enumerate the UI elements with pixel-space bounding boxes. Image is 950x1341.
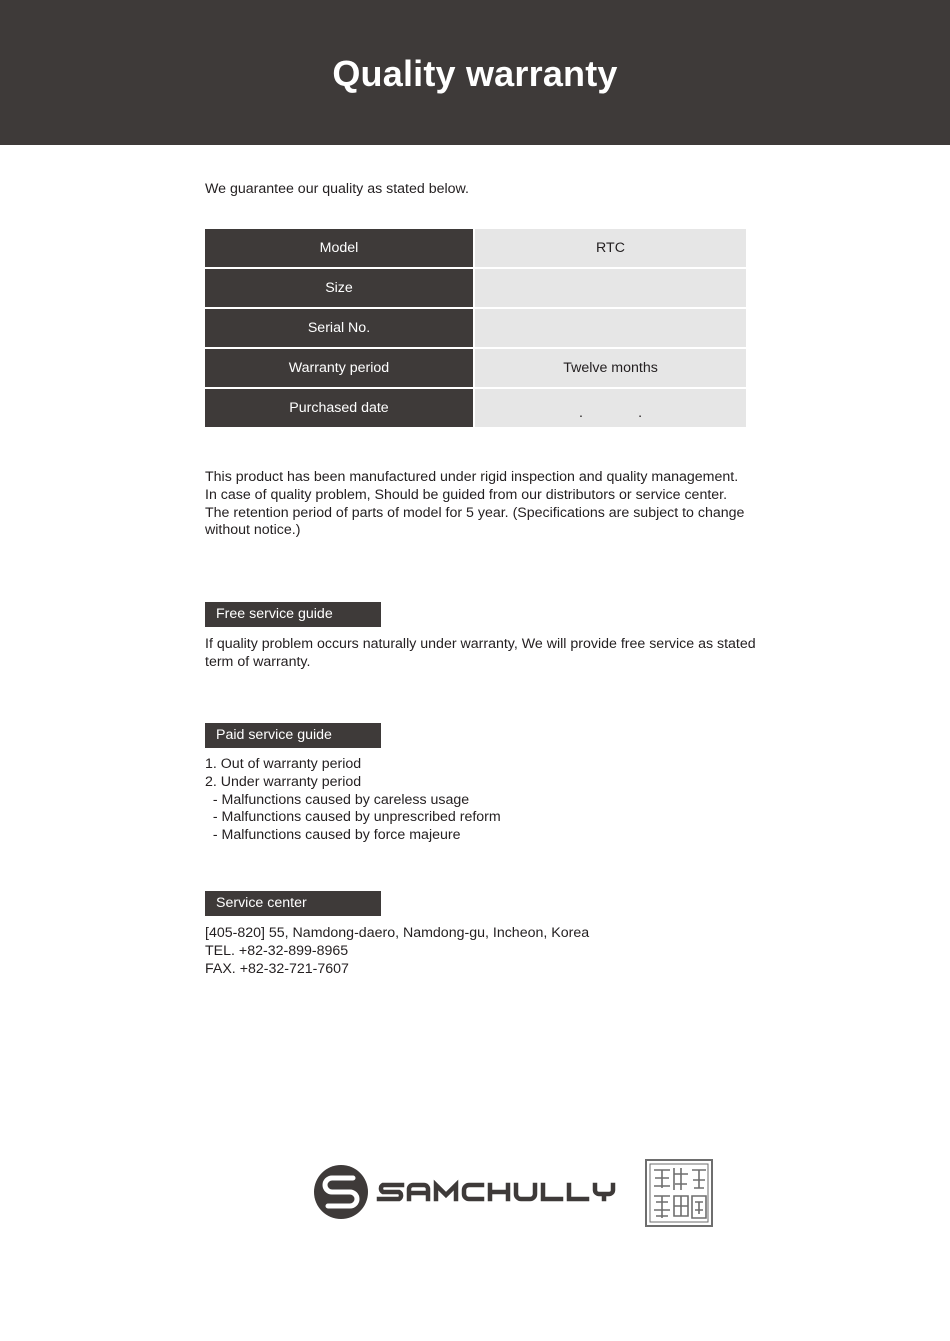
notice-line: In case of quality problem, Should be guided from our distributors or service center. (205, 486, 728, 503)
wordmark (379, 1185, 613, 1199)
free-service-line: If quality problem occurs naturally under warranty, We will provide free service as stated (205, 636, 756, 652)
model-label: Model (205, 229, 474, 268)
notice-line: This product has been manufactured under rigid inspection and quality management. (205, 469, 739, 485)
warranty-period-value: Twelve months (474, 348, 746, 388)
notice-text (205, 469, 750, 540)
serial-value (474, 308, 746, 348)
list-item: - Malfunctions caused by unprescribed reform (205, 809, 501, 826)
size-label: Size (205, 268, 474, 308)
table-row (205, 388, 746, 427)
free-service-heading: Free service guide (205, 602, 381, 627)
free-service-text (205, 636, 756, 672)
purchased-date-value (474, 388, 746, 427)
free-service-line: term of warranty. (205, 653, 311, 670)
purchased-date-label: Purchased date (205, 388, 474, 427)
page-title: Quality warranty (332, 52, 618, 94)
notice-line: The retention period of parts of model for 5 year. (Specifications are subject to change (205, 504, 745, 521)
emblem-icon (314, 1165, 368, 1219)
list-item: 2. Under warranty period (205, 773, 362, 790)
paid-service-heading: Paid service guide (205, 723, 381, 748)
service-center-address: [405-820] 55, Namdong-daero, Namdong-gu, Incheon, Korea (205, 925, 590, 941)
page-header (0, 0, 950, 145)
table-row (205, 229, 746, 268)
service-center-text (205, 925, 750, 978)
list-item: - Malfunctions caused by careless usage (205, 791, 470, 808)
seal-stamp (646, 1160, 712, 1226)
size-value (474, 268, 746, 308)
purchased-date-separators: . . (578, 405, 643, 421)
table-row (205, 268, 746, 308)
table-row (205, 308, 746, 348)
table-row (205, 348, 746, 388)
model-value: RTC (474, 229, 746, 268)
list-item: - Malfunctions caused by force majeure (205, 827, 461, 844)
service-center-fax: FAX. +82-32-721-7607 (205, 960, 349, 977)
serial-label: Serial No. (205, 308, 474, 348)
warranty-table (205, 229, 746, 427)
intro-text: We guarantee our quality as stated below. (205, 181, 469, 197)
list-item: 1. Out of warranty period (205, 756, 362, 772)
warranty-period-label: Warranty period (205, 348, 474, 388)
service-center-heading: Service center (205, 891, 381, 916)
paid-service-list (205, 756, 750, 845)
service-center-tel: TEL. +82-32-899-8965 (205, 942, 349, 959)
notice-line: without notice.) (205, 522, 301, 539)
samchully-logo (313, 1158, 718, 1230)
